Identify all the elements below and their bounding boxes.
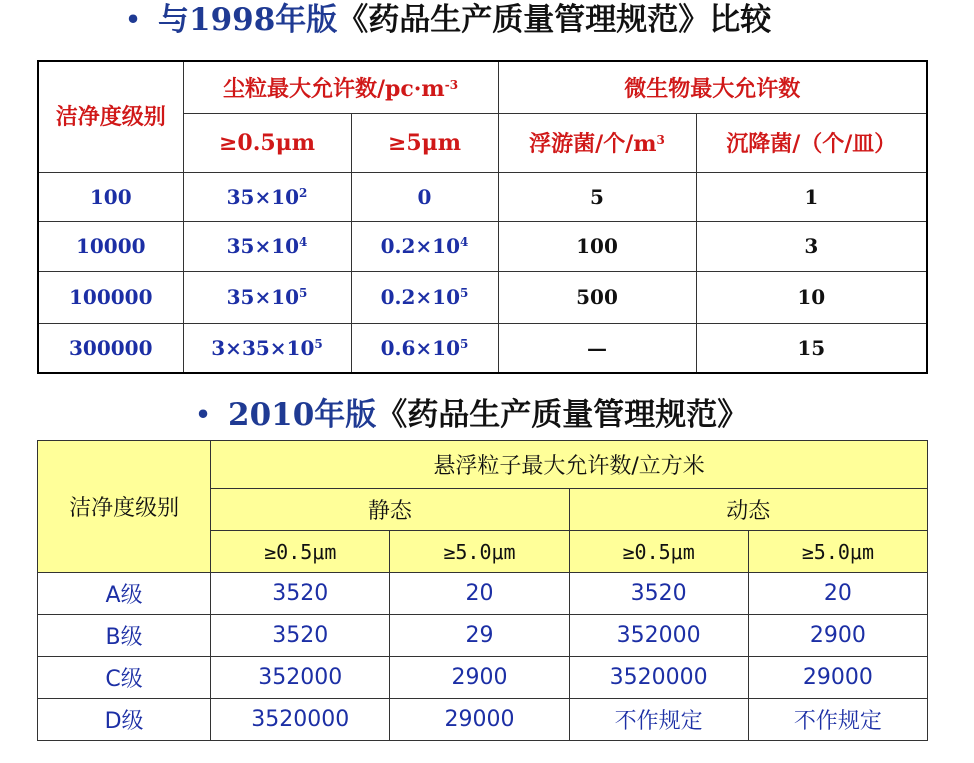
dynamic-50-cell: 20 <box>748 573 927 615</box>
settle-cell: 15 <box>696 323 927 373</box>
p5-cell: $0.2\times 10^5$ <box>351 271 498 323</box>
grade-cell: C级 <box>38 657 211 699</box>
table-row <box>38 323 927 373</box>
table-2010-header-s05: ≥0.5μm <box>211 531 390 573</box>
table-row <box>38 699 928 741</box>
float-cell: 500 <box>498 271 696 323</box>
table-2010-header-particles: 悬浮粒子最大允许数/立方米 <box>211 441 928 489</box>
table-2010-header-static: 静态 <box>211 489 569 531</box>
static-05-cell: 352000 <box>211 657 390 699</box>
table-2010-header-d50: ≥5.0μm <box>748 531 927 573</box>
static-05-cell: 3520000 <box>211 699 390 741</box>
bullet-icon: • <box>195 400 211 429</box>
settle-cell: 3 <box>696 221 927 271</box>
particles-unit-label: 尘粒最大允许数/pc·m <box>222 75 445 102</box>
table-2010 <box>37 440 928 741</box>
p05-cell: $35\times 10^2$ <box>183 172 351 221</box>
heading-1998 <box>108 0 771 40</box>
table-2010-header-grade: 洁净度级别 <box>38 441 211 573</box>
float-cell: — <box>498 323 696 373</box>
table-1998-header-settle: 沉降菌/（个/皿） <box>696 113 927 172</box>
static-50-cell: 29 <box>390 615 569 657</box>
settle-cell: 1 <box>696 172 927 221</box>
bullet-icon: • <box>125 5 141 34</box>
grade-cell: 300000 <box>38 323 183 373</box>
grade-cell: 100 <box>38 172 183 221</box>
grade-cell: 10000 <box>38 221 183 271</box>
float-unit-exponent: 3 <box>656 133 665 147</box>
table-2010-header-s50: ≥5.0μm <box>390 531 569 573</box>
table-row <box>38 615 928 657</box>
heading-1998-post: 比较 <box>709 2 772 38</box>
dynamic-50-cell: 29000 <box>748 657 927 699</box>
dynamic-50-cell: 不作规定 <box>748 699 927 741</box>
static-50-cell: 2900 <box>390 657 569 699</box>
table-2010-header-d05: ≥0.5μm <box>569 531 748 573</box>
dynamic-05-cell: 3520 <box>569 573 748 615</box>
dynamic-05-cell: 352000 <box>569 615 748 657</box>
float-cell: 100 <box>498 221 696 271</box>
grade-cell: B级 <box>38 615 211 657</box>
table-1998-header-grade: 洁净度级别 <box>38 61 183 172</box>
static-05-cell: 3520 <box>211 615 390 657</box>
settle-cell: 10 <box>696 271 927 323</box>
p05-cell: $35\times 10^4$ <box>183 221 351 271</box>
table-row <box>38 657 928 699</box>
dynamic-05-cell: 不作规定 <box>569 699 748 741</box>
table-1998-header-particles <box>183 61 498 113</box>
float-unit-label: 浮游菌/个/m <box>529 131 657 157</box>
table-1998-header-p05: ≥0.5μm <box>183 113 351 172</box>
heading-1998-pre: 与1998年版 <box>158 2 338 38</box>
grade-cell: D级 <box>38 699 211 741</box>
grade-cell: A级 <box>38 573 211 615</box>
p5-cell: $0.6\times 10^5$ <box>351 323 498 373</box>
p5-cell: 0 <box>351 172 498 221</box>
table-1998-header-p5: ≥5μm <box>351 113 498 172</box>
table-1998-header-microbes: 微生物最大允许数 <box>498 61 927 113</box>
table-1998-header-row-1 <box>38 61 927 113</box>
p5-cell: $0.2\times 10^4$ <box>351 221 498 271</box>
dynamic-50-cell: 2900 <box>748 615 927 657</box>
grade-cell: 100000 <box>38 271 183 323</box>
table-1998 <box>37 60 928 374</box>
table-row <box>38 172 927 221</box>
p05-cell: $35\times 10^5$ <box>183 271 351 323</box>
table-1998-header-float <box>498 113 696 172</box>
static-50-cell: 29000 <box>390 699 569 741</box>
table-row <box>38 271 927 323</box>
static-50-cell: 20 <box>390 573 569 615</box>
heading-1998-title: 《药品生产质量管理规范》 <box>337 2 710 38</box>
table-row <box>38 221 927 271</box>
heading-2010-pre: 2010年版 <box>228 397 377 433</box>
dynamic-05-cell: 3520000 <box>569 657 748 699</box>
heading-2010 <box>178 395 748 435</box>
table-row <box>38 573 928 615</box>
float-cell: 5 <box>498 172 696 221</box>
p05-cell: $3\times 35\times 10^5$ <box>183 323 351 373</box>
heading-2010-title: 《药品生产质量管理规范》 <box>376 397 749 433</box>
particles-unit-exponent: -3 <box>444 77 459 92</box>
table-2010-header-row-1 <box>38 441 928 489</box>
static-05-cell: 3520 <box>211 573 390 615</box>
table-2010-header-dynamic: 动态 <box>569 489 927 531</box>
